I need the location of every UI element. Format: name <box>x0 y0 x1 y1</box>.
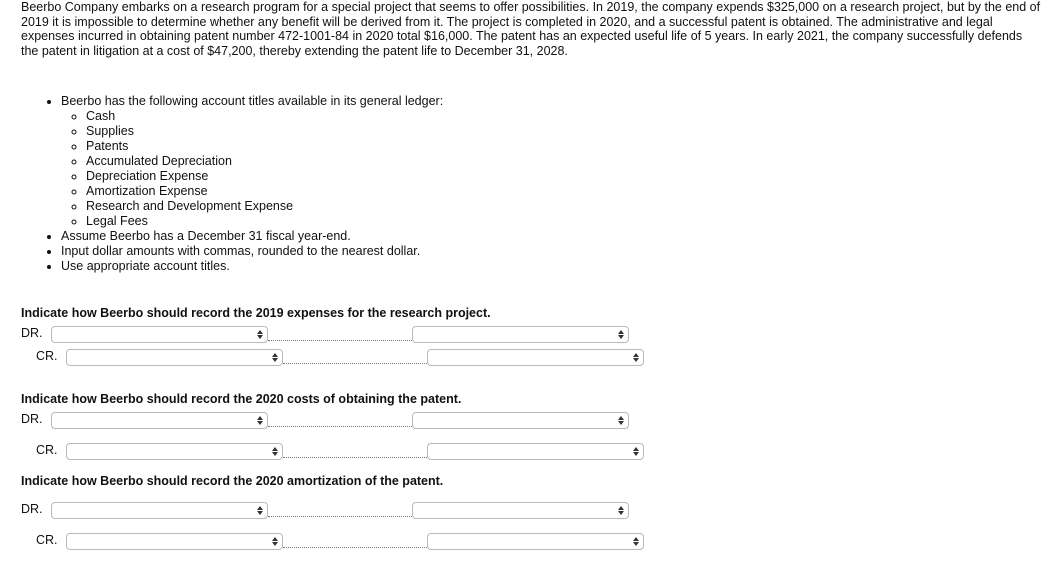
chevron-up-down-icon <box>633 352 639 363</box>
q1-debit-amount-select[interactable] <box>412 326 629 343</box>
q2-debit-account-select[interactable] <box>51 412 268 429</box>
leader-dots <box>283 547 427 548</box>
q1-credit-account-select[interactable] <box>66 349 283 366</box>
instruction-titles: • Use appropriate account titles. <box>61 259 443 274</box>
chevron-up-down-icon <box>272 446 278 457</box>
chevron-up-down-icon <box>618 505 624 516</box>
instruction-accounts <box>61 94 443 229</box>
q3-credit-amount-select[interactable] <box>427 533 644 550</box>
problem-statement: Beerbo Company embarks on a research program for a special project that seems to offer possibilities. In 2019, the company expends $325,000 on a research project, but by the end of 2019 it is impossible to determine whether any benefit will be derived from it. The project is completed in 2020, and a successful patent is obtained. The administrative and legal expenses incurred in obtaining patent number 472-1001-84 in 2020 total $16,000. The patent has an expected useful life of 5 years. In early 2021, the company successfully defends the patent in litigation at a cost of $47,200, thereby extending the patent life to December 31, 2028. <box>21 0 1041 58</box>
accounts-intro: Beerbo has the following account titles available in its general ledger: <box>61 94 444 108</box>
q1-credit-amount-select[interactable] <box>427 349 644 366</box>
account-title: ◦ Amortization Expense <box>86 184 443 199</box>
question-3-prompt: Indicate how Beerbo should record the 2020 amortization of the patent. <box>21 474 444 488</box>
leader-dots <box>268 340 412 341</box>
account-titles-list <box>61 109 443 229</box>
account-title: ◦ Patents <box>86 139 443 154</box>
account-title: ◦ Cash <box>86 109 443 124</box>
debit-label: DR. <box>21 326 43 340</box>
chevron-up-down-icon <box>633 536 639 547</box>
chevron-up-down-icon <box>272 536 278 547</box>
q2-debit-amount-select[interactable] <box>412 412 629 429</box>
instruction-input: • Input dollar amounts with commas, rounded to the nearest dollar. <box>61 244 443 259</box>
account-title: ◦ Research and Development Expense <box>86 199 443 214</box>
chevron-up-down-icon <box>257 415 263 426</box>
q3-debit-amount-select[interactable] <box>412 502 629 519</box>
debit-label: DR. <box>21 502 43 516</box>
credit-label: CR. <box>36 533 58 547</box>
q2-credit-account-select[interactable] <box>66 443 283 460</box>
debit-label: DR. <box>21 412 43 426</box>
instruction-fiscal: • Assume Beerbo has a December 31 fiscal year-end. <box>61 229 443 244</box>
leader-dots <box>268 426 412 427</box>
q3-credit-account-select[interactable] <box>66 533 283 550</box>
chevron-up-down-icon <box>257 505 263 516</box>
question-1-prompt: Indicate how Beerbo should record the 2019 expenses for the research project. <box>21 306 491 320</box>
credit-label: CR. <box>36 443 58 457</box>
leader-dots <box>283 363 427 364</box>
q1-debit-account-select[interactable] <box>51 326 268 343</box>
account-title: ◦ Legal Fees <box>86 214 443 229</box>
chevron-up-down-icon <box>272 352 278 363</box>
account-title: ◦ Depreciation Expense <box>86 169 443 184</box>
chevron-up-down-icon <box>618 415 624 426</box>
q3-debit-account-select[interactable] <box>51 502 268 519</box>
leader-dots <box>268 516 412 517</box>
account-title: ◦ Accumulated Depreciation <box>86 154 443 169</box>
chevron-up-down-icon <box>257 329 263 340</box>
leader-dots <box>283 457 427 458</box>
instructions-list <box>38 94 443 274</box>
account-title: ◦ Supplies <box>86 124 443 139</box>
chevron-up-down-icon <box>633 446 639 457</box>
credit-label: CR. <box>36 349 58 363</box>
chevron-up-down-icon <box>618 329 624 340</box>
question-2-prompt: Indicate how Beerbo should record the 2020 costs of obtaining the patent. <box>21 392 462 406</box>
q2-credit-amount-select[interactable] <box>427 443 644 460</box>
